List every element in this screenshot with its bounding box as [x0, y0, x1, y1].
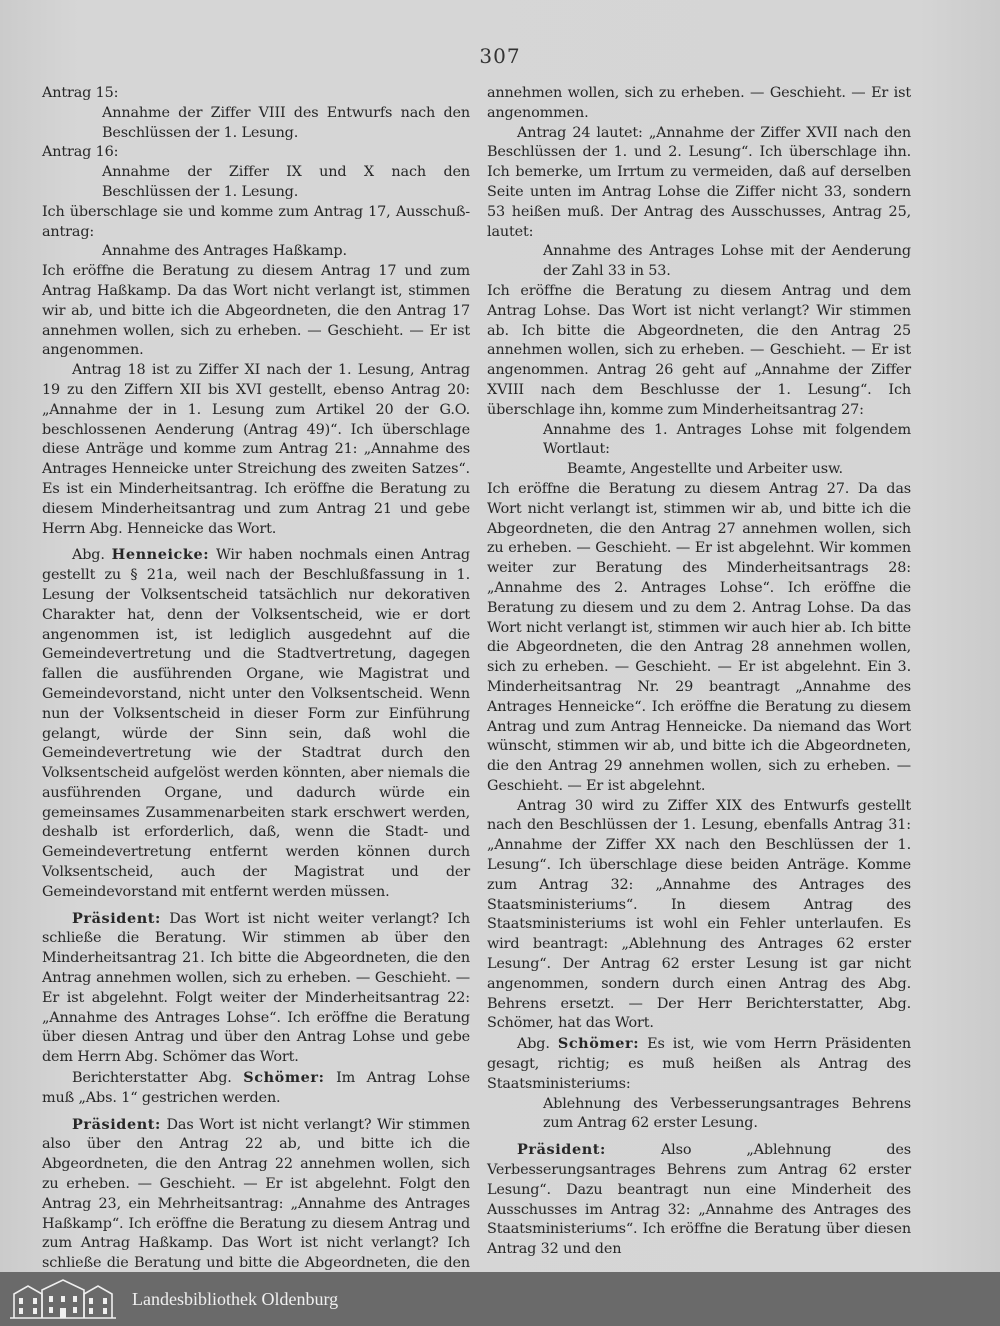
- library-building-logo-icon: [8, 1276, 118, 1322]
- quoted-motion: Annahme des Antrages Lohse mit der Aenderung der Zahl 33 in 53.: [543, 243, 911, 280]
- paragraph: Ich eröffne die Beratung zu diesem Antrag 27. Da das Wort nicht verlangt ist, stimmen wir ab, und bitte ich die Abgeordneten, die den Antrag 27 annehmen wollen, sich zu erheben. — Geschieht. — Er ist abgelehnt. Wir kommen weiter zur Beratung des Minderheitsantrags 28: „Annahme des 2. Antrages Lohse“. Ich eröffne die Beratung zu diesem und zu dem 2. Antrag Lohse. Da das Wort nicht verlangt ist, stimmen wir auch hier ab. Ich bitte die Abgeordneten, die den Antrag 28 annehmen wollen, sich zu erheben. — Geschieht. — Er ist abgelehnt. Ein 3. Minderheitsantrag Nr. 29 beantragt „Annahme des Antrages Henneicke“. Ich eröffne die Beratung zu diesem Antrag und zum Antrag Henneicke. Da niemand das Wort wünscht, stimmen wir ab, und bitte ich die Abgeordneten, die den Antrag 29 annehmen wollen, sich zu erheben. — Geschieht. — Er ist abgelehnt.: [487, 480, 911, 794]
- speech-paragraph: [42, 909, 470, 1068]
- speech-text: Im Antrag Lohse muß „Abs. 1“ gestrichen werden.: [42, 1070, 470, 1106]
- paragraph: Antrag 16:: [42, 144, 119, 161]
- speech-text: Es ist, wie vom Herrn Präsidenten gesagt, richtig; es muß heißen als Antrag des Staatsministeriums:: [487, 1036, 911, 1092]
- paragraph: Antrag 18 ist zu Ziffer XI nach der 1. Lesung, Antrag 19 zu den Ziffern XII bis XVI gestellt, ebenso Antrag 20: „Annahme der in 1. Lesung zum Artikel 20 der G.O. beschlossenen Aenderung (Antrag 49)“. Ich überschlage diese Anträge und komme zum Antrag 21: „Annahme des Antrages Henneicke unter Streichung des zweiten Satzes“. Es ist ein Minderheitsantrag. Ich eröffne die Beratung zu diesem Minderheitsantrag und zum Antrag 21 und gebe Herrn Abg. Henneicke das Wort.: [42, 362, 470, 537]
- quoted-motion: Ablehnung des Verbesserungsantrages Behrens zum Antrag 62 erster Lesung.: [543, 1095, 911, 1132]
- speech-text: Wir haben nochmals einen Antrag gestellt zu § 21a, weil nach der Beschlußfassung in 1. Lesung der Volksentscheid tatsächlich nur dekorativen Charakter hat, denn der Volksentscheid, wie er dort angenommen ist, ist lediglich ausgedehnt auf die Gemeindevertretung und die Stadtvertretung, dagegen fallen die ausführenden Organe, wie Magistrat und Gemeindevorstand, nicht unter den Volksentscheid. Wenn nun der Volksentscheid in dieser Form zur Einführung gelangt, würde der Sinn sein, daß wohl die Gemeindevertretung wie der Stadtrat durch den Volksentscheid aufgelöst werden könnten, aber niemals die ausführenden Organe, und dadurch würde ein gemeinsames Zusammenarbeiten stark erschwert werden, deshalb ist erforderlich, daß, wenn die Stadt- und Gemeindevertretung entfernt werden können durch Volksentscheid, auch der Magistrat und der Gemeindevorstand mit entfernt werden müssen.: [42, 547, 470, 900]
- speech-paragraph: [487, 1034, 911, 1094]
- page-number: 307: [479, 44, 521, 68]
- speech-paragraph: [42, 1068, 470, 1109]
- quoted-motion: Annahme der Ziffer VIII des Entwurfs nach den Beschlüssen der 1. Lesung.: [102, 104, 470, 141]
- speech-paragraph: [42, 545, 470, 902]
- speaker-prefix: Abg.: [517, 1036, 550, 1053]
- left-column: [42, 84, 470, 1294]
- paragraph: annehmen wollen, sich zu erheben. — Geschieht. — Er ist angenommen.: [487, 85, 911, 121]
- speaker-name: Präsident:: [72, 909, 161, 927]
- speaker-name: Henneicke:: [111, 546, 210, 564]
- speaker-name: Präsident:: [517, 1141, 606, 1159]
- quoted-motion: Annahme des 1. Antrages Lohse mit folgendem Wortlaut:: [543, 421, 911, 458]
- library-name: Landesbibliothek Oldenburg: [132, 1289, 339, 1309]
- speaker-name: Präsident:: [72, 1115, 161, 1133]
- speaker-prefix: Abg.: [72, 547, 105, 564]
- speaker-name: Schömer:: [243, 1069, 325, 1087]
- paragraph: Antrag 30 wird zu Ziffer XIX des Entwurfs gestellt nach den Beschlüssen der 1. Lesung, ebenfalls Antrag 31: „Annahme der Ziffer XX nach den Beschlüssen der 1. Lesung“. Ich überschlage diese beiden Anträge. Komme zum Antrag 32: „Annahme des Antrages des Staatsministeriums“. In diesem Antrag des Staatsministeriums ist wohl ein Fehler unterlaufen. Es wird beantragt: „Ablehnung des Antrages 62 erster Lesung“. Der Antrag 62 erster Lesung ist gar nicht angenommen, sondern durch einen Antrag des Abg. Behrens ersetzt. — Der Herr Berichterstatter, Abg. Schömer, hat das Wort.: [487, 797, 911, 1032]
- right-column: [487, 84, 911, 1260]
- paragraph: Antrag 24 lautet: „Annahme der Ziffer XVII nach den Beschlüssen der 1. und 2. Lesung“. Ich überschlage ihn. Ich bemerke, um Irrtum zu vermeiden, daß auf derselben Seite unten im Antrag Lohse die Ziffer nicht 33, sondern 53 heißen muß. Der Antrag des Ausschusses, Antrag 25, lautet:: [487, 124, 911, 240]
- quoted-motion: Annahme des Antrages Haßkamp.: [102, 243, 347, 260]
- paragraph: Ich überschlage sie und komme zum Antrag 17, Ausschuß-antrag:: [42, 203, 470, 240]
- library-footer: [0, 1272, 1000, 1326]
- paragraph: Antrag 15:: [42, 85, 119, 101]
- speech-text: Das Wort ist nicht verlangt? Wir stimmen also über den Antrag 22 ab, und bitte ich die Abgeordneten, die den Antrag 22 annehmen wollen, sich zu erheben. — Geschieht. — Er ist abgelehnt. Folgt den Antrag 23, ein Mehrheitsantrag: „Annahme des Antrages Haßkamp“. Ich eröffne die Beratung zu diesem Antrag und zum Antrag Haßkamp. Das Wort ist nicht verlangt? Ich schließe die Beratung und bitte die Abgeordneten, die den: [42, 1116, 470, 1272]
- paragraph: Ich eröffne die Beratung zu diesem Antrag und dem Antrag Lohse. Das Wort ist nicht verlangt? Wir stimmen ab. Ich bitte die Abgeordneten, die den Antrag 25 annehmen wollen, sich zu erheben. — Geschieht. — Er ist angenommen. Antrag 26 geht auf „Annahme der Ziffer XVIII nach dem Beschlusse der 1. Lesung“. Ich überschlage ihn, komme zum Minderheitsantrag 27:: [487, 282, 911, 418]
- paragraph: Ich eröffne die Beratung zu diesem Antrag 17 und zum Antrag Haßkamp. Da das Wort nicht verlangt ist, stimmen wir ab, und bitte ich die Abgeordneten, die den Antrag 17 annehmen wollen, sich zu erheben. — Geschieht. — Er ist angenommen.: [42, 263, 470, 359]
- speech-paragraph: [487, 1140, 911, 1260]
- speaker-name: Schömer:: [557, 1035, 640, 1053]
- speaker-prefix: Berichterstatter Abg.: [72, 1070, 232, 1087]
- speech-paragraph: [42, 1115, 470, 1294]
- speech-text: Das Wort ist nicht weiter verlangt? Ich schließe die Beratung. Wir stimmen ab über den Minderheitsantrag 21. Ich bitte die Abgeordneten, die den Antrag annehmen wollen, sich zu erheben. — Geschieht. — Er ist abgelehnt. Folgt weiter der Minderheitsantrag 22: „Annahme des Antrages Lohse“. Ich eröffne die Beratung über diesen Antrag und über den Antrag Lohse und gebe dem Herrn Abg. Schömer das Wort.: [42, 910, 470, 1066]
- speech-text: Also „Ablehnung des Verbesserungsantrages Behrens zum Antrag 62 erster Lesung“. Dazu beantragt nun eine Minderheit des Ausschusses im Antrag 32: „Annahme des Antrages des Staatsministeriums“. Ich eröffne die Beratung über diesen Antrag 32 und den: [487, 1142, 911, 1258]
- quoted-motion: Annahme der Ziffer IX und X nach den Beschlüssen der 1. Lesung.: [102, 164, 470, 200]
- quoted-motion: Beamte, Angestellte und Arbeiter usw.: [567, 461, 843, 478]
